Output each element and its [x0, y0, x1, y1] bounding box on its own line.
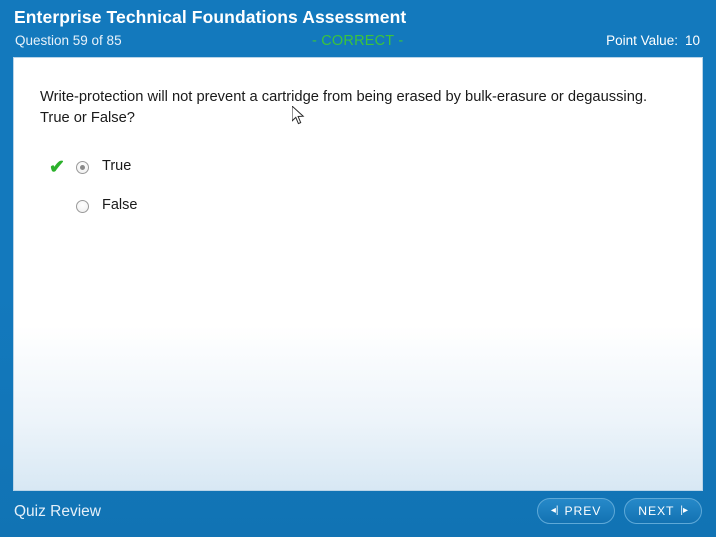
- next-button[interactable]: [624, 498, 702, 524]
- radio-button-false[interactable]: [76, 200, 89, 213]
- question-card: [13, 57, 703, 491]
- point-value-label: Point Value:: [606, 33, 678, 48]
- check-mark-icon: ✔: [49, 157, 65, 178]
- arrow-left-bar-icon: ◂|: [550, 505, 559, 516]
- answer-label-false: False: [102, 197, 138, 213]
- answer-choices: [40, 152, 640, 230]
- prev-button[interactable]: [537, 498, 615, 524]
- point-value: [606, 31, 700, 51]
- arrow-right-bar-icon: |▸: [680, 505, 688, 516]
- answer-option-true[interactable]: [40, 152, 640, 191]
- quiz-header: [0, 0, 716, 54]
- answer-option-false[interactable]: [40, 191, 640, 230]
- quiz-mode-label: Quiz Review: [14, 503, 101, 520]
- page-title: Enterprise Technical Foundations Assessment: [14, 7, 407, 27]
- question-counter: Question 59 of 85: [15, 33, 122, 48]
- header-status-row: [14, 31, 702, 53]
- answer-label-true: True: [102, 158, 132, 174]
- radio-button-true[interactable]: [76, 161, 89, 174]
- next-button-label: NEXT: [638, 504, 675, 518]
- point-value-number: 10: [684, 33, 700, 48]
- quiz-footer: [0, 491, 716, 537]
- question-text: Write-protection will not prevent a cartridge from being erased by bulk-erasure or degaussing. True or False?: [40, 89, 648, 126]
- navigation-buttons: [537, 498, 702, 524]
- prev-button-label: PREV: [564, 504, 602, 518]
- status-badge: - CORRECT -: [312, 33, 404, 49]
